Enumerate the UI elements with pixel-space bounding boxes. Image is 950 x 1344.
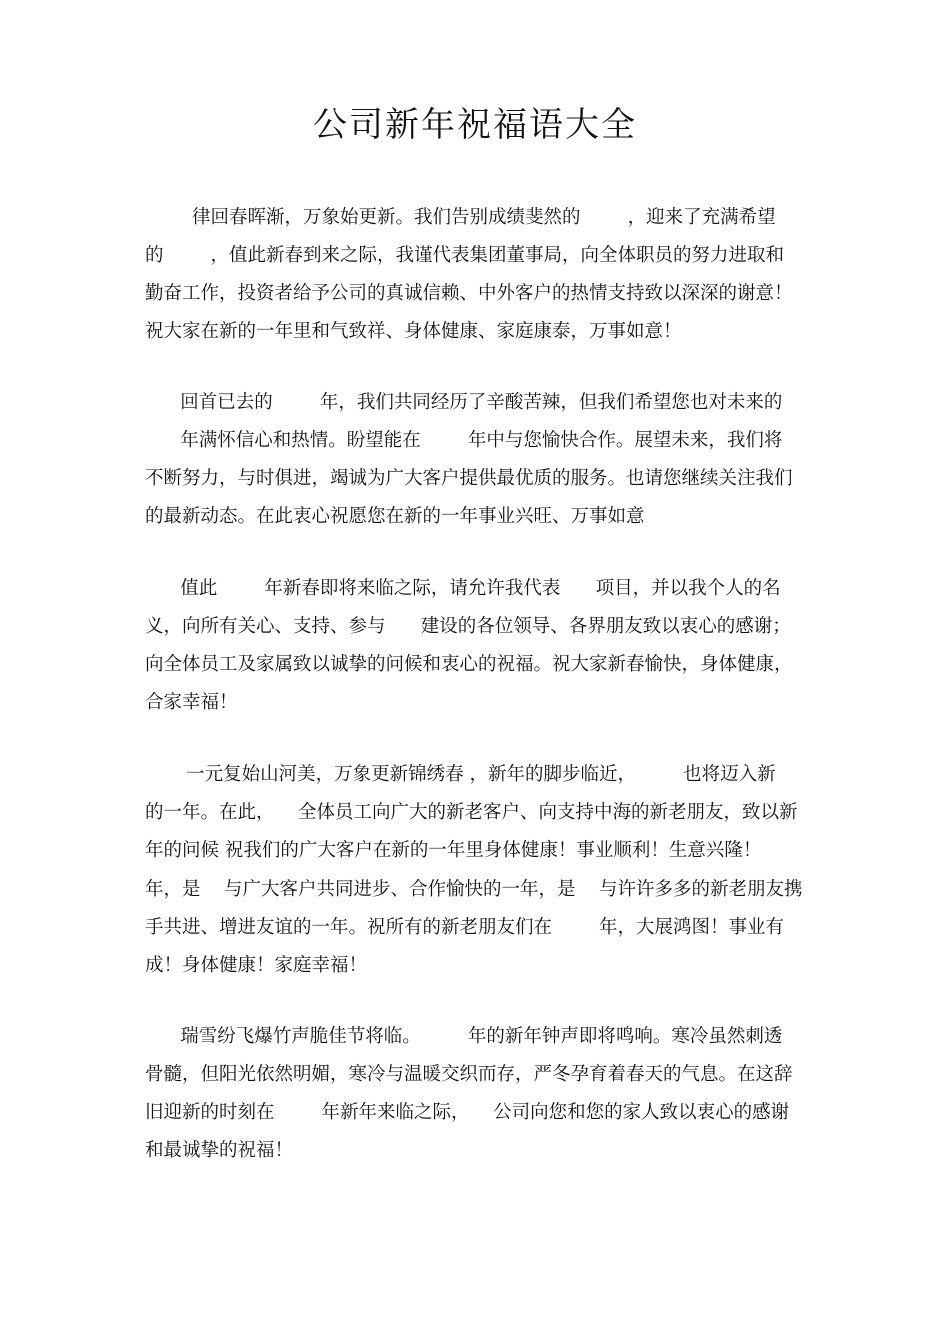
paragraph-1-line-4: 祝大家在新的一年里和气致祥、身体健康、家庭康泰，万事如意！ <box>145 321 682 342</box>
document-title: 公司新年祝福语大全 <box>313 105 637 145</box>
paragraph-4-line-5: 手共进、增进友谊的一年。祝所有的新老朋友们在 年，大展鸿图！事业有 <box>145 917 785 938</box>
paragraph-5-line-2: 骨髓，但阳光依然明媚，寒冷与温暖交织而存，严冬孕育着春天的气息。在这辞 <box>145 1064 793 1085</box>
paragraph-2-line-4: 的最新动态。在此衷心祝愿您在新的一年事业兴旺、万事如意 <box>145 506 645 527</box>
paragraph-5-line-3: 旧迎新的时刻在 年新年来临之际， 公司向您和您的家人致以衷心的感谢 <box>145 1102 790 1123</box>
paragraph-5-line-1: 瑞雪纷飞爆竹声脆佳节将临。 年的新年钟声即将鸣响。寒冷虽然刺透 <box>145 1026 783 1047</box>
paragraph-4-line-1: 一元复始山河美，万象更新锦绣春 ，新年的脚步临近， 也将迈入新 <box>145 764 776 785</box>
paragraph-2-line-3: 不断努力，与时俱进，竭诚为广大客户提供最优质的服务。也请您继续关注我们 <box>145 468 793 489</box>
paragraph-2-line-1: 回首已去的 年，我们共同经历了辛酸苦辣，但我们希望您也对未来的 <box>145 392 783 413</box>
paragraph-2-line-2: 年满怀信心和热情。盼望能在 年中与您愉快合作。展望未来，我们将 <box>145 430 783 451</box>
paragraph-4-line-4: 年，是 与广大客户共同进步、合作愉快的一年，是 与许许多多的新老朋友携 <box>145 879 803 900</box>
paragraph-3-line-4: 合家幸福！ <box>145 692 238 713</box>
paragraph-4-line-6: 成！身体健康！家庭幸福！ <box>145 955 368 976</box>
paragraph-3-line-2: 义，向所有关心、支持、参与 建设的各位领导、各界朋友致以衷心的感谢； <box>145 616 791 637</box>
paragraph-4-line-2: 的一年。在此， 全体员工向广大的新老客户、向支持中海的新老朋友，致以新 <box>145 802 798 823</box>
paragraph-3-line-3: 向全体员工及家属致以诚挚的问候和衷心的祝福。祝大家新春愉快，身体健康， <box>145 654 793 675</box>
paragraph-1-line-3: 勤奋工作，投资者给予公司的真诚信赖、中外客户的热情支持致以深深的谢意！ <box>145 283 793 304</box>
paragraph-5-line-4: 和最诚挚的祝福！ <box>145 1140 294 1161</box>
paragraph-1-line-2: 的 ，值此新春到来之际，我谨代表集团董事局，向全体职员的努力进取和 <box>145 245 785 266</box>
paragraph-3-line-1: 值此 年新春即将来临之际，请允许我代表 项目，并以我个人的名 <box>145 578 781 599</box>
paragraph-4-line-3: 年的问候 祝我们的广大客户在新的一年里身体健康！事业顺利！生意兴隆！ <box>145 840 762 861</box>
paragraph-1-line-1: 律回春晖渐，万象始更新。我们告别成绩斐然的 ，迎来了充满希望 <box>145 207 776 228</box>
